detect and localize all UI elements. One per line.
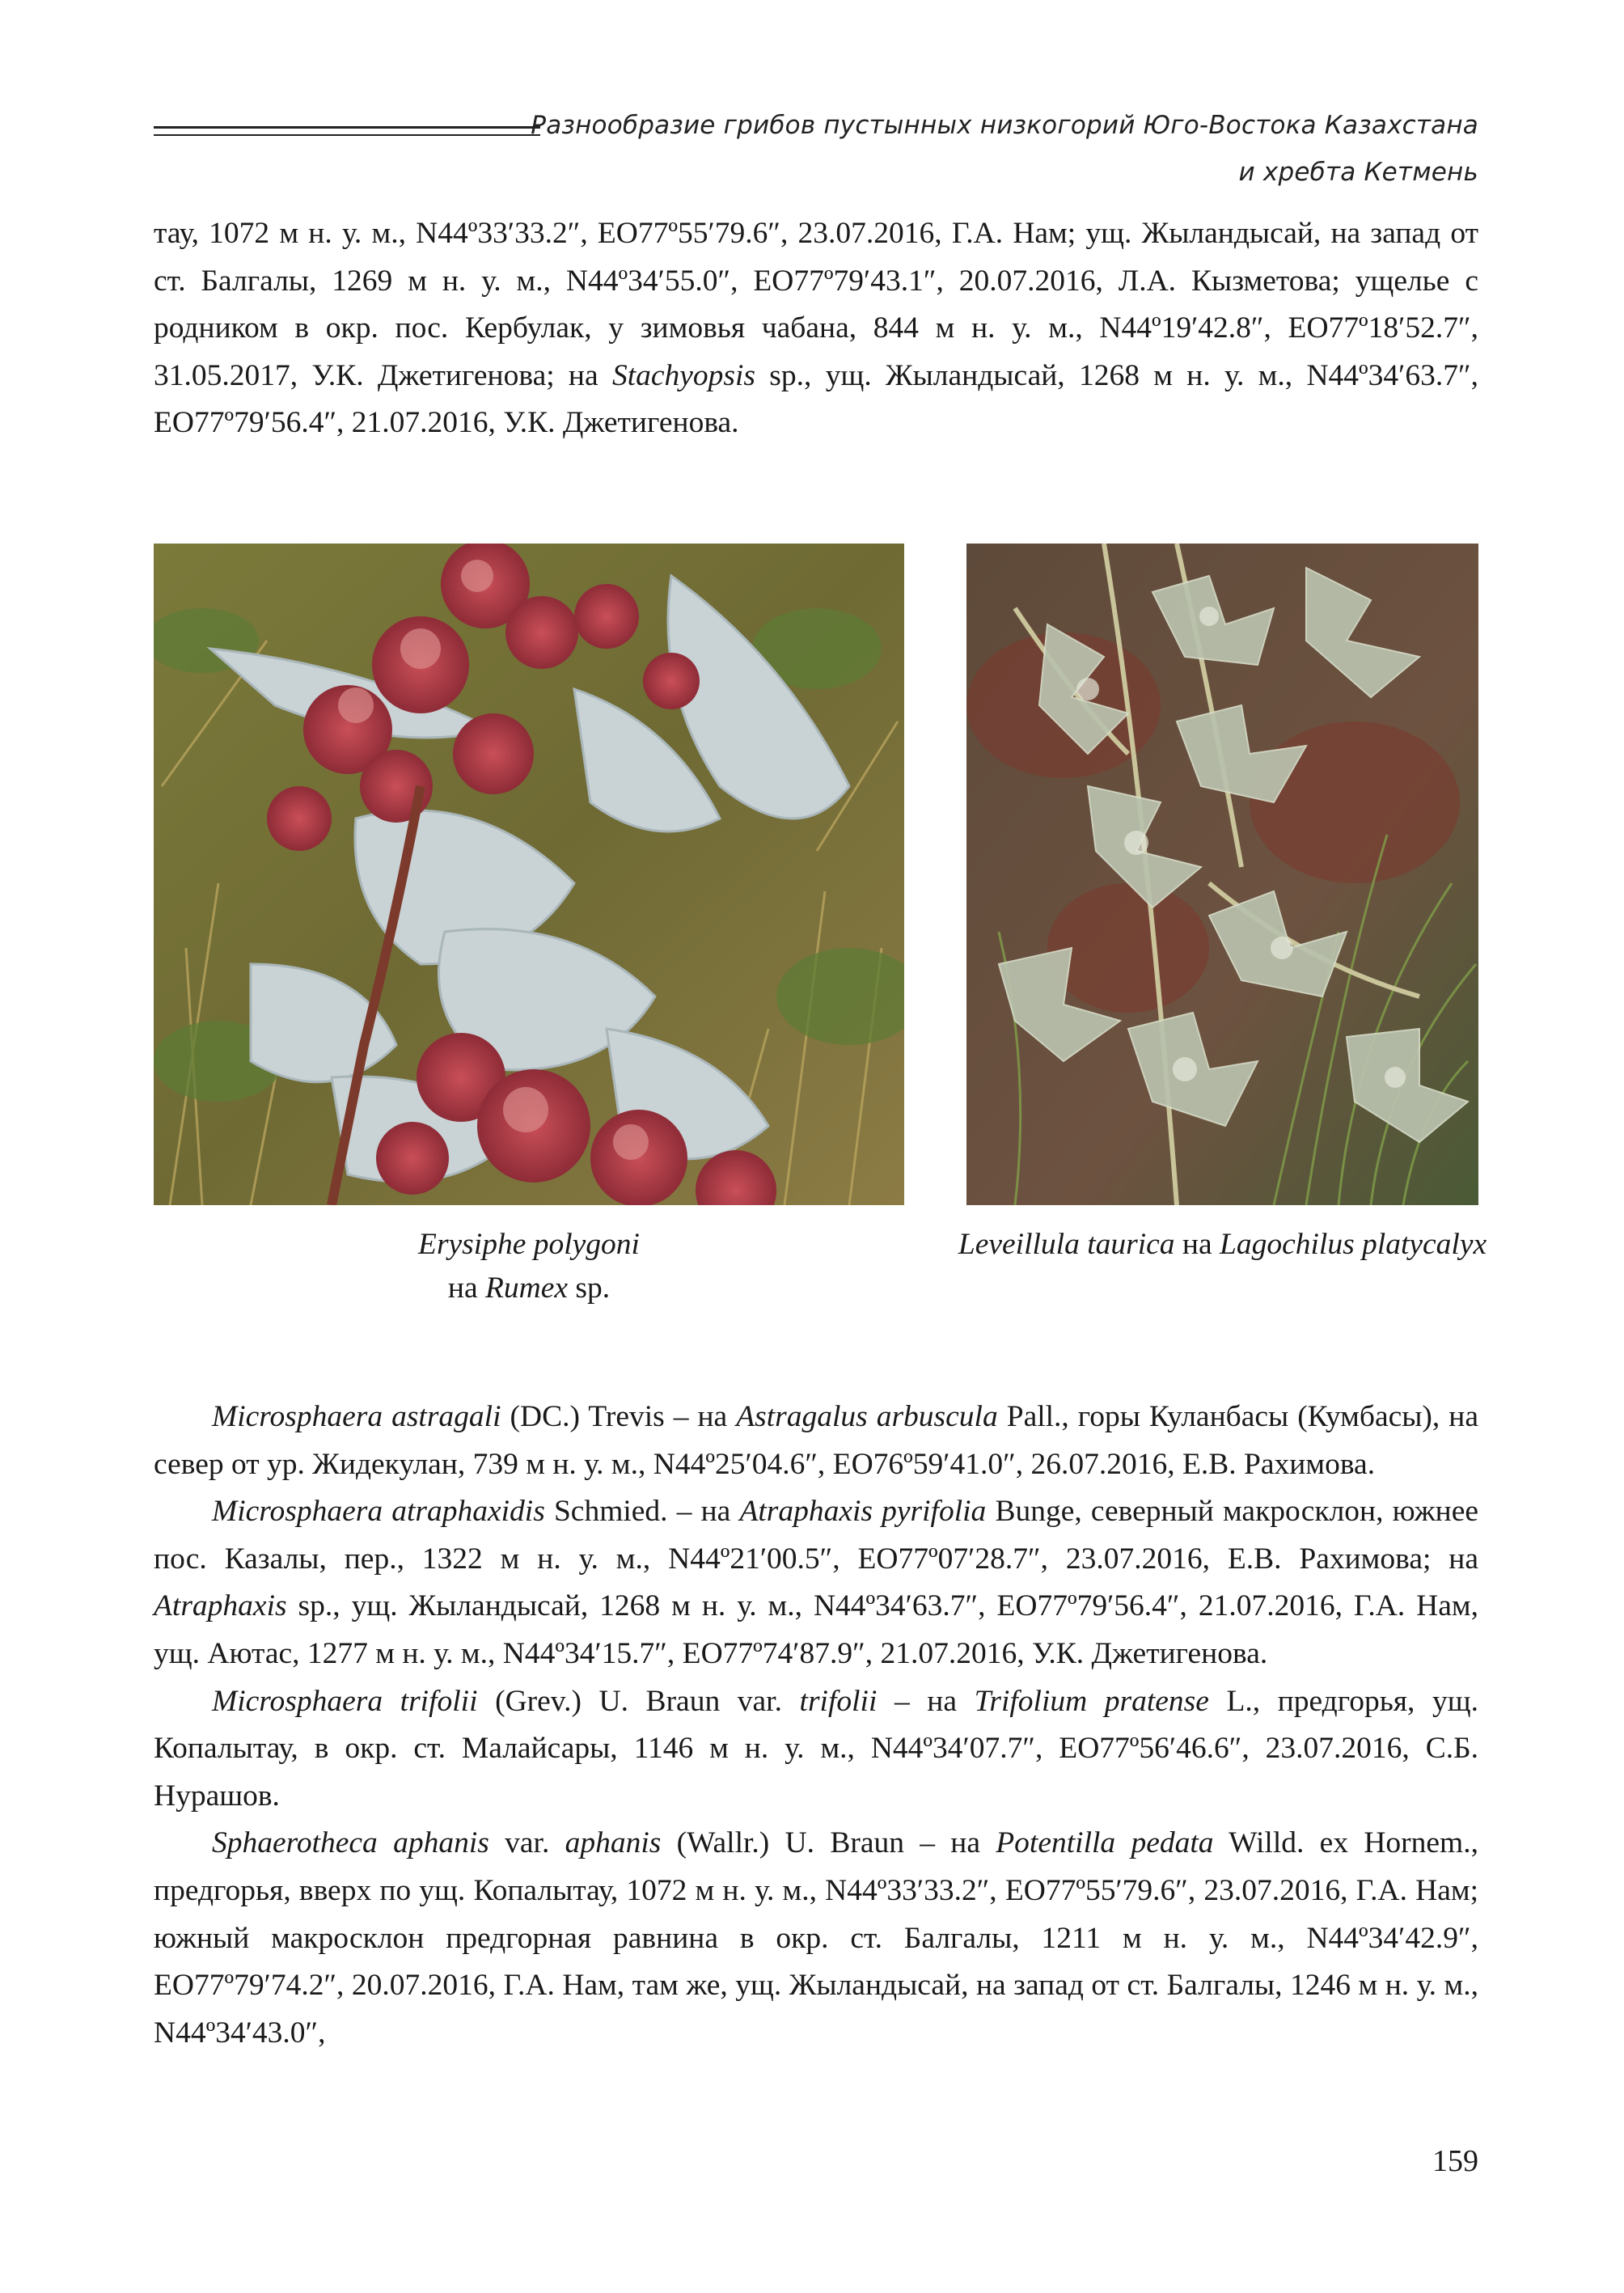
species-entries-block bbox=[154, 1394, 1478, 2057]
photo-erysiphe-polygoni bbox=[154, 544, 904, 1205]
caption-left-line2 bbox=[154, 1267, 904, 1310]
text-run: sp., ущ. Жыландысай, 1268 м н. у. м., N44º34′63.7″, EO77º79′56.4″, 21.07.2016, У.К. Джетигенова. bbox=[154, 358, 1478, 440]
text-run: (Wallr.) U. Braun – на bbox=[661, 1826, 996, 1860]
continued-paragraph bbox=[154, 210, 1478, 447]
rumex-plant-image bbox=[154, 544, 904, 1205]
caption-left-line1 bbox=[154, 1223, 904, 1267]
text-run: var. bbox=[488, 1826, 565, 1860]
caption-host: Rumex bbox=[484, 1271, 569, 1305]
text-run: Bunge, северный макросклон, южнее пос. Казалы, пер., 1322 м н. у. м., N44º21′00.5″, EO77º07′28.7″, 23.07.2016, Е.В. Рахимова; на bbox=[154, 1495, 1478, 1576]
text-run: (DC.) Trevis – на bbox=[501, 1400, 737, 1433]
entry-microsphaera-atraphaxidis bbox=[154, 1488, 1478, 1677]
text-run: тау, 1072 м н. у. м., N44º33′33.2″, EO77º55′79.6″, 23.07.2016, Г.А. Нам; ущ. Жыландысай, на запад от ст. Балгалы, 1269 м н. у. м., N44º34′55.0″, EO77º79′43.1″, 20.07.2016, Л.А. Кызметова; ущелье с родником в окр. пос. Кербулак, у зимовья чабана, 844 м н. у. м., N44º19′42.8″, EO77º18′52.7″, 31.05.2017, У.К. Джетигенова; на bbox=[154, 217, 1478, 392]
text-run: sp., ущ. Жыландысай, 1268 м н. у. м., N44º34′63.7″, EO77º79′56.4″, 21.07.2016, Г.А. Нам, ущ. Аютас, 1277 м н. у. м., N44º34′15.7″, EO77º74′87.9″, 21.07.2016, У.К. Джетигенова. bbox=[154, 1589, 1478, 1670]
host-name: Atraphaxis bbox=[154, 1589, 287, 1623]
text-run: L., предгорья, ущ. Копалытау, в окр. ст. Малайсары, 1146 м н. у. м., N44º34′07.7″, EO77º56′46.6″, 23.07.2016, С.Б. Нурашов. bbox=[154, 1684, 1479, 1813]
host-name: Atraphaxis pyrifolia bbox=[739, 1495, 987, 1529]
host-name: Trifolium pratense bbox=[974, 1684, 1209, 1718]
caption-host: Lagochilus platycalyx bbox=[1220, 1228, 1487, 1261]
text-run: (Grev.) U. Braun var. bbox=[477, 1684, 800, 1718]
running-header bbox=[476, 102, 1478, 196]
text-run: – на bbox=[877, 1684, 975, 1718]
taxon-name: Microsphaera atraphaxidis bbox=[212, 1495, 545, 1529]
caption-left bbox=[154, 1223, 904, 1310]
photo-leveillula-taurica bbox=[966, 544, 1478, 1205]
taxon-name: aphanis bbox=[565, 1826, 662, 1860]
taxon-name: Sphaerotheca aphanis bbox=[212, 1826, 489, 1860]
running-header-line1: Разнообразие грибов пустынных низкогорий Юго-Востока Казахстана bbox=[531, 111, 1478, 140]
entry-microsphaera-trifolii bbox=[154, 1678, 1478, 1821]
host-name: Potentilla pedata bbox=[996, 1826, 1214, 1860]
caption-right bbox=[938, 1223, 1507, 1267]
taxon-name: Stachyopsis bbox=[611, 358, 756, 392]
lagochilus-plant-image bbox=[966, 544, 1478, 1205]
taxon-name: Microsphaera astragali bbox=[212, 1400, 501, 1433]
caption-species: Leveillula taurica bbox=[958, 1228, 1175, 1261]
entry-sphaerotheca-aphanis bbox=[154, 1820, 1478, 2057]
caption-text: на bbox=[1174, 1228, 1220, 1261]
taxon-name: Microsphaera trifolii bbox=[212, 1684, 478, 1718]
text-run: Pall., горы Куланбасы (Кумбасы), на север от ур. Жидекулан, 739 м н. у. м., N44º25′04.6″, EO76º59′41.0″, 26.07.2016, Е.В. Рахимова. bbox=[154, 1400, 1478, 1481]
entry-microsphaera-astragali bbox=[154, 1394, 1478, 1488]
text-run: Willd. ex Hornem., предгорья, вверх по ущ. Копалытау, 1072 м н. у. м., N44º33′33.2″, EO77º55′79.6″, 23.07.2016, Г.А. Нам; южный макросклон предгорная равнина в окр. ст. Балгалы, 1211 м н. у. м., N44º34′42.9″, EO77º79′74.2″, 20.07.2016, Г.А. Нам, там же, ущ. Жыландысай, на запад от ст. Балгалы, 1246 м н. у. м., N44º34′43.0″, bbox=[154, 1826, 1478, 2050]
caption-text: sp. bbox=[568, 1271, 611, 1305]
host-name: Astragalus arbuscula bbox=[736, 1400, 998, 1433]
running-header-line2: и хребта Кетмень bbox=[1238, 158, 1478, 187]
caption-text: на bbox=[447, 1271, 485, 1305]
top-paragraph-block bbox=[154, 210, 1478, 447]
taxon-name: trifolii bbox=[799, 1684, 878, 1718]
page-number: 159 bbox=[1432, 2144, 1478, 2178]
text-run: Schmied. – на bbox=[544, 1495, 740, 1529]
caption-species: Erysiphe polygoni bbox=[418, 1228, 640, 1261]
